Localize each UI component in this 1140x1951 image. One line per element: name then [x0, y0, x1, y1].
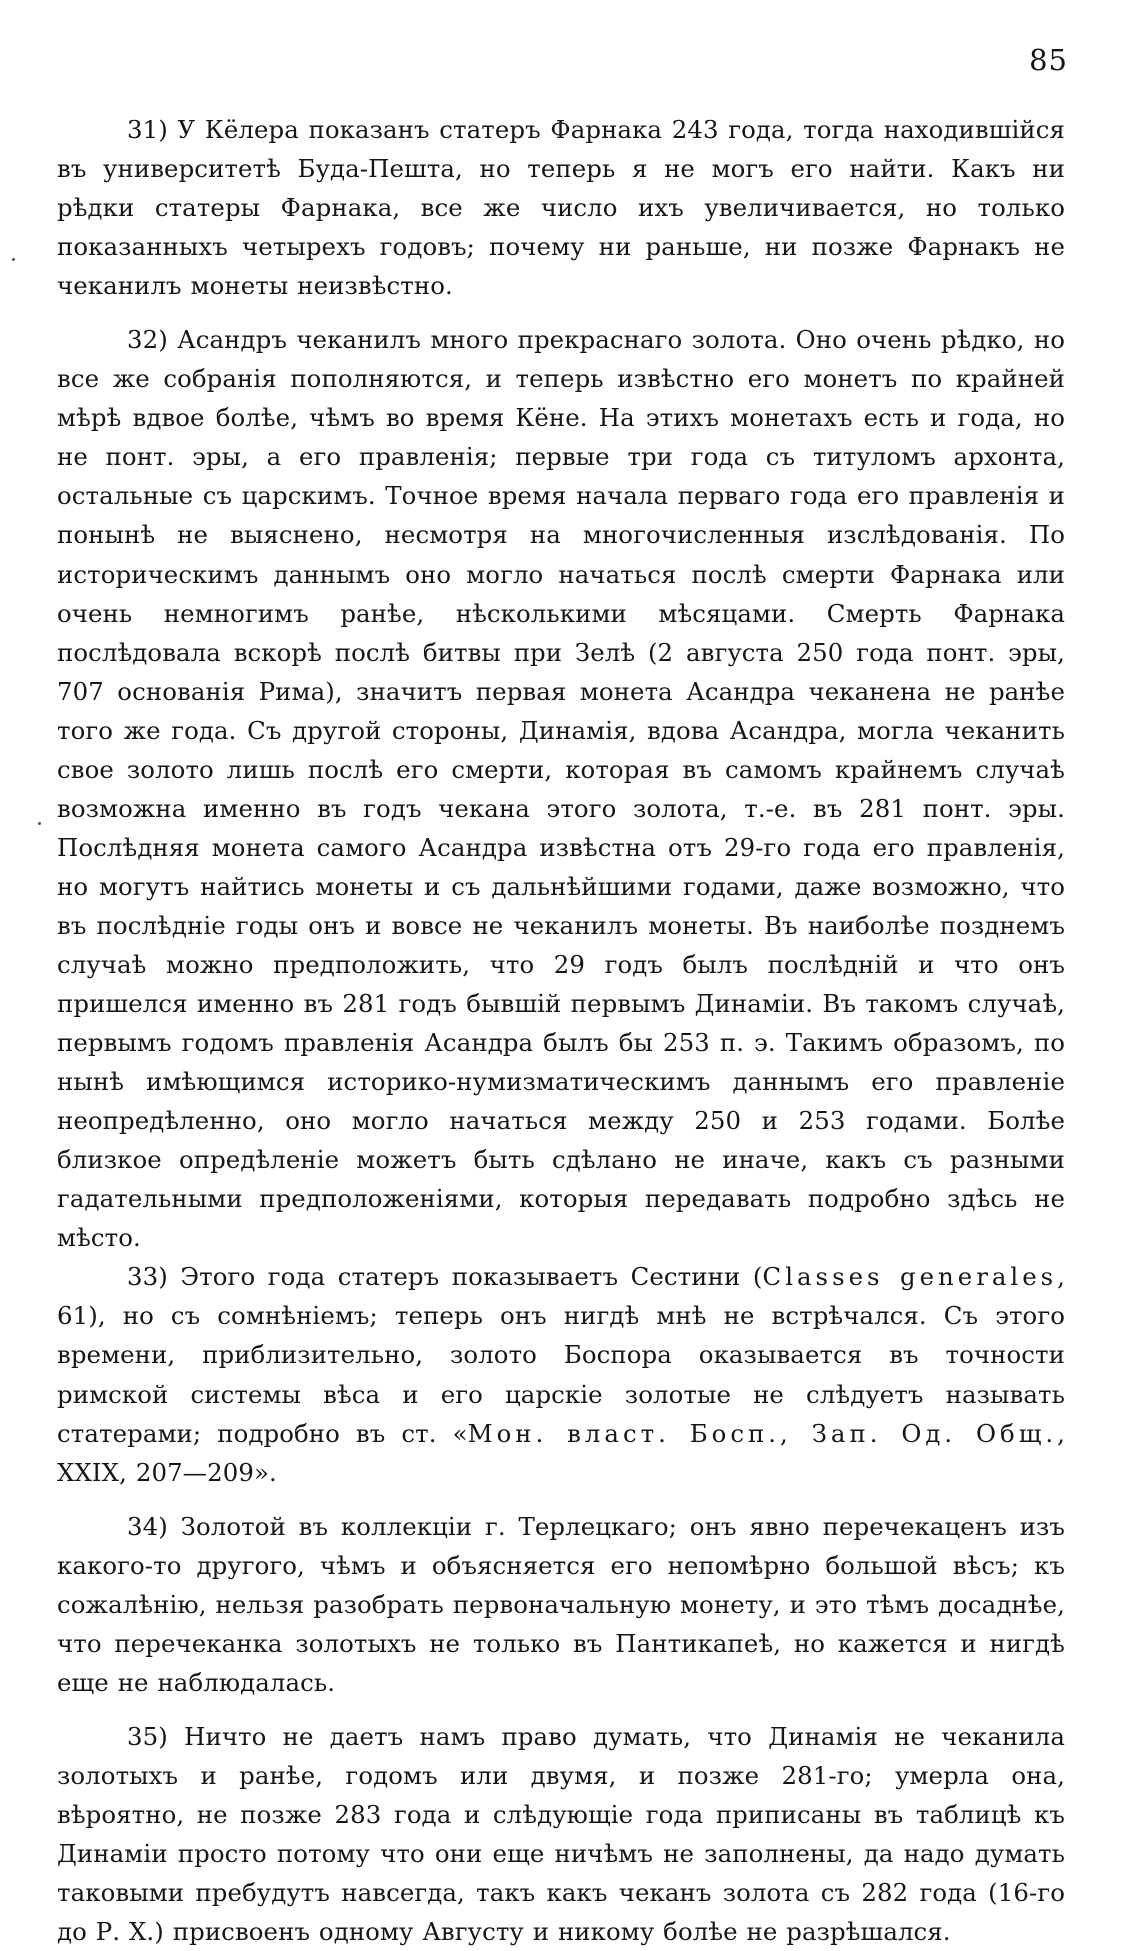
page-body	[57, 110, 1065, 1951]
footnote-31: 31) У Кёлера показанъ статеръ Фарнака 243 года, тогда находившійся въ университетѣ Буда-Пешта, но теперь я не могъ его найти. Какъ ни рѣдки статеры Фарнака, все же число ихъ увеличивается, но только показанныхъ четырехъ годовъ; почему ни раньше, ни позже Фарнакъ не чеканилъ монеты неизвѣстно.	[57, 115, 1065, 301]
scan-speck	[12, 258, 15, 261]
cited-article-reference: Мон. власт. Босп., Зап. Од. Общ.	[467, 1418, 1058, 1448]
footnote-34: 34) Золотой въ коллекціи г. Терлецкаго; онъ явно перечекаценъ изъ какого-то другого, чѣмъ и объясняется его непомѣрно большой вѣсъ; къ сожалѣнію, нельзя разобрать первоначальную монету, и это тѣмъ досаднѣе, что перечеканка золотыхъ не только въ Пантикапеѣ, но кажется и нигдѣ еще не наблюдалась.	[57, 1511, 1065, 1697]
footnote-35: 35) Ничто не даетъ намъ право думать, что Динамія не чеканила золотыхъ и ранѣе, годомъ или двумя, и позже 281-го; умерла она, вѣроятно, не позже 283 года и слѣдующіе года приписаны въ таблицѣ къ Динаміи просто потому что они еще ничѣмъ не заполнены, да надо думать таковыми пребудутъ навсегда, такъ какъ чеканъ золота съ 282 года (16-го до Р. Х.) присвоенъ одному Августу и никому болѣе не разрѣшался.	[57, 1721, 1065, 1947]
footnote-32: 32) Асандръ чеканилъ много прекраснаго золота. Оно очень рѣдко, но все же собранія пополняются, и теперь извѣстно его монетъ по крайней мѣрѣ вдвое болѣе, чѣмъ во время Кёне. На этихъ монетахъ есть и года, но не понт. эры, а его правленія; первые три года съ титуломъ архонта, остальные съ царскимъ. Точное время начала перваго года его правленія и понынѣ не выяснено, несмотря на многочисленныя изслѣдованія. По историческимъ даннымъ оно могло начаться послѣ смерти Фарнака или очень немногимъ ранѣе, нѣсколькими мѣсяцами. Смерть Фарнака послѣдовала вскорѣ послѣ битвы при Зелѣ (2 августа 250 года понт. эры, 707 основанія Рима), значитъ первая монета Асандра чеканена не ранѣе того же года. Съ другой стороны, Динамія, вдова Асандра, могла чеканить свое золото лишь послѣ его смерти, которая въ самомъ крайнемъ случаѣ возможна именно въ годъ чекана этого золота, т.-е. въ 281 понт. эры. Послѣдняя монета самого Асандра извѣстна отъ 29-го года его правленія, но могутъ найтись монеты и съ дальнѣйшими годами, даже возможно, что въ послѣдніе годы онъ и вовсе не чеканилъ монеты. Въ наиболѣе позднемъ случаѣ можно предположить, что 29 годъ былъ послѣдній и что онъ пришелся именно въ 281 годъ бывшій первымъ Динаміи. Въ такомъ случаѣ, первымъ годомъ правленія Асандра былъ бы 253 п. э. Такимъ образомъ, по нынѣ имѣющимся историко-нумизматическимъ даннымъ его правленіе неопредѣленно, оно могло начаться между 250 и 253 годами. Болѣе близкое опредѣленіе можетъ быть сдѣлано не иначе, какъ съ разными гадательными предположеніями, которыя передавать подробно здѣсь не мѣсто.	[57, 325, 1065, 1253]
cited-title-classes-generales: Classes generales	[762, 1262, 1058, 1292]
scan-speck	[38, 822, 41, 825]
footnote-33-text-after: , XXIX, 207—209».	[57, 1418, 1065, 1487]
footnote-33-text-before: 33) Этого года статеръ показываетъ Сестини (	[127, 1262, 763, 1292]
footnote-33	[57, 1257, 1065, 1491]
footnote-33-text-middle: , 61), но съ сомнѣніемъ; теперь онъ нигдѣ мнѣ не встрѣчался. Съ этого времени, приблизительно, золото Боспора оказывается въ точности римской системы вѣса и его царскіе золотые не слѣдуетъ называть статерами; подробно въ ст. «	[57, 1262, 1066, 1448]
page-number: 85	[1029, 43, 1068, 77]
